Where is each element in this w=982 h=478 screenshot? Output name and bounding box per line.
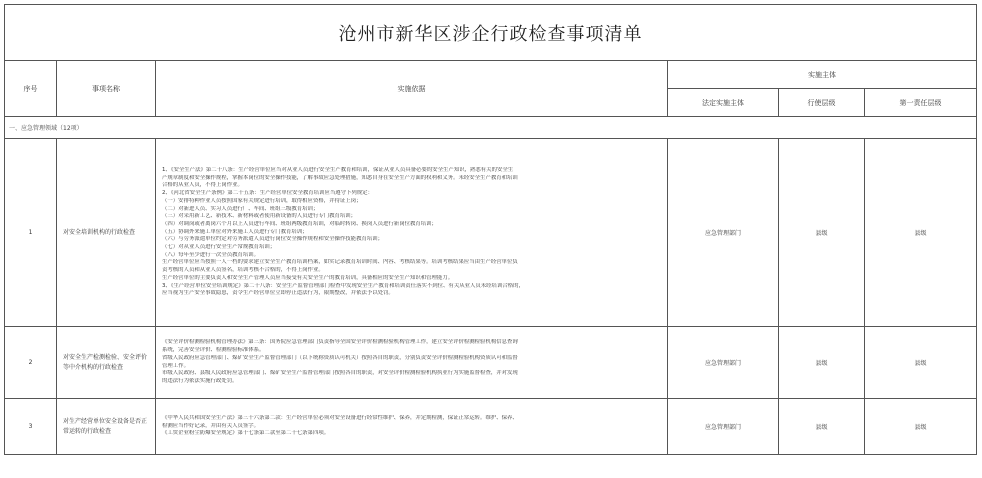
basis-line: 合格的从业人员，不得上岗作业。 xyxy=(162,182,243,189)
table-row xyxy=(5,139,977,327)
row-basis xyxy=(156,139,668,327)
row-exercise-level: 县级 xyxy=(779,399,865,455)
basis-line: 责考核的人员和从业人员签名，培训考核不合格的，不得上岗作业。 xyxy=(162,267,324,274)
basis-line: 《工贸企业粉尘防爆安全规定》第十七条第二款至第二十七条第四项。 xyxy=(162,430,330,437)
header-item-name: 事项名称 xyxy=(57,61,156,117)
row-legal-subject: 应急管理部门 xyxy=(668,327,779,399)
basis-line: 1、《安全生产法》第二十八条：生产经营单位应当对从业人员进行安全生产教育和培训，保证从业人员具备必要的安全生产知识，熟悉有关的安全生 xyxy=(162,167,514,174)
section-heading: 一、应急管理领域（12项） xyxy=(5,117,977,139)
header-primary-responsibility: 第一责任层级 xyxy=(865,89,977,117)
table-row xyxy=(5,327,977,399)
header-seq: 序号 xyxy=(5,61,57,117)
header-basis: 实施依据 xyxy=(156,61,668,117)
row-exercise-level: 县级 xyxy=(779,139,865,327)
row-item-name: 对生产经营单位安全设备是否正常运转的行政检查 xyxy=(57,399,156,455)
basis-line: 的违法行为依法实施行政处罚。 xyxy=(162,377,238,384)
basis-line: 3、《生产经营单位安全培训规定》第二十八条：安全生产监督管理部门检查中发现安全生产教育和培训责任落实不到位、有关从业人员未经培训合格的， xyxy=(162,282,524,289)
row-basis xyxy=(156,327,668,399)
basis-line: （一）安排特种作业人员按照国家有关规定进行培训，取得相应资格，并持证上岗； xyxy=(162,197,362,204)
row-seq: 1 xyxy=(5,139,57,327)
row-item-name: 对安全培训机构的行政检查 xyxy=(57,139,156,327)
row-seq: 3 xyxy=(5,399,57,455)
basis-line: 2、《河北省安全生产条例》第二十五条：生产经营单位安全教育培训应当遵守下列规定： xyxy=(162,190,373,197)
row-seq: 2 xyxy=(5,327,57,399)
page-title: 沧州市新华区涉企行政检查事项清单 xyxy=(5,5,977,61)
row-primary-responsibility: 县级 xyxy=(865,399,977,455)
basis-line: 《中华人民共和国安全生产法》第三十六条第二款：生产经营单位必须对安全设备进行经常性维护、保养，并定期检测，保证正常运转。维护、保养、 xyxy=(162,414,518,421)
basis-line: （八）每年至少进行一次全员教育培训。 xyxy=(162,251,260,258)
row-basis xyxy=(156,399,668,455)
header-subject: 实施主体 xyxy=(668,61,977,89)
inspection-list-sheet xyxy=(4,4,976,478)
row-exercise-level: 县级 xyxy=(779,327,865,399)
basis-line: （四）对调岗或者离岗六个月以上人员进行车间、班组两级教育培训，对临时转岗、换岗人员进行新岗位教育培训； xyxy=(162,220,437,227)
basis-line: （二）对新进人员、实习人员进行厂、车间、班组三级教育培训； xyxy=(162,205,319,212)
basis-line: （七）对从业人员进行安全生产常规教育培训； xyxy=(162,244,276,251)
header-legal-subject: 法定实施主体 xyxy=(668,89,779,117)
basis-line: 管理工作。 xyxy=(162,362,189,369)
basis-line: 检测应当作好记录，并由有关人员签字。 xyxy=(162,422,260,429)
basis-line: 生产经营单位的主要负责人和安全生产管理人员应当接受有关安全生产的教育培训，具备相应的安全生产知识和管理能力。 xyxy=(162,274,454,281)
basis-line: 生产经营单位应当按照一人一档的要求建立安全生产教育培训档案，如实记录教育培训时间、内容、考核结果等。培训考核结果应当由生产经营单位负 xyxy=(162,259,518,266)
row-primary-responsibility: 县级 xyxy=(865,139,977,327)
basis-line: 市级人民政府、县级人民政府应急管理部门、煤矿安全生产监督管理部门按照各自的职责，对安全评价检测检验机构执业行为实施监督检查，并对发现 xyxy=(162,370,518,377)
row-legal-subject: 应急管理部门 xyxy=(668,139,779,327)
row-legal-subject: 应急管理部门 xyxy=(668,399,779,455)
basis-line: 省级人民政府应急管理部门、煤矿安全生产监督管理部门（以下统称资质认可机关）按照各自的职责，分别负责安全评价检测检验机构资质认可和监督 xyxy=(162,354,518,361)
inspection-table xyxy=(4,4,977,455)
basis-line: （五）协调外来施工单位对外来施工人员进行专门教育培训； xyxy=(162,228,308,235)
basis-line: （六）与劳务派遣单位约定对劳务派遣人员进行岗位安全操作规程和安全操作技能教育培训； xyxy=(162,236,384,243)
basis-line: 产规章制度和安全操作规程，掌握本岗位的安全操作技能，了解事故应急处理措施，知悉自身在安全生产方面的权利和义务。未经安全生产教育和培训 xyxy=(162,174,518,181)
basis-line: （三）对采用新工艺、新技术、新材料或者使用新设备的人员进行专门教育培训； xyxy=(162,213,357,220)
row-primary-responsibility: 县级 xyxy=(865,327,977,399)
table-row xyxy=(5,399,977,455)
basis-line: 《安全评价检测检验机构管理办法》第三条：国务院应急管理部门负责指导全国安全评价检测检验机构管理工作，建立安全评价检测检验机构信息查询 xyxy=(162,339,518,346)
basis-line: 应当视为生产安全事故隐患，责令生产经营单位立即停止违法行为，限期整改，并依法予以处罚。 xyxy=(162,290,394,297)
header-exercise-level: 行使层级 xyxy=(779,89,865,117)
row-item-name: 对安全生产检测检验、安全评价等中介机构的行政检查 xyxy=(57,327,156,399)
basis-line: 系统，完善安全评价、检测检验标准体系。 xyxy=(162,347,265,354)
